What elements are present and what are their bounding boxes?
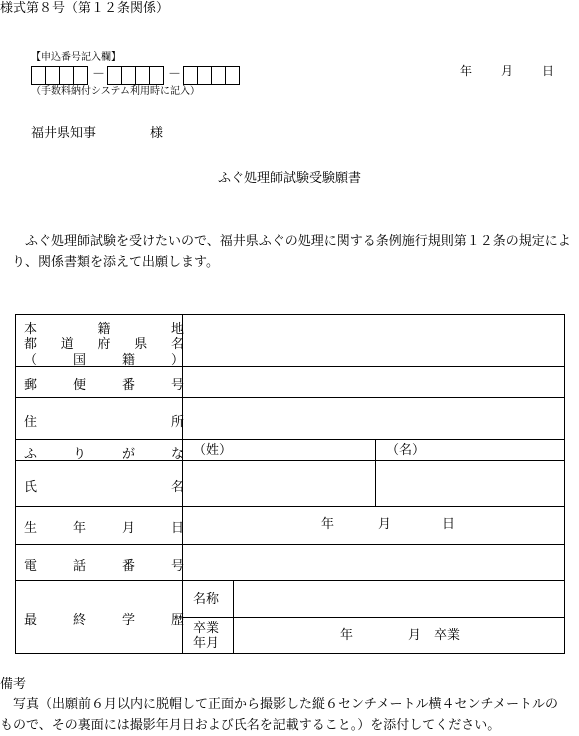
postal-code-field[interactable] bbox=[186, 369, 561, 395]
digit-box[interactable] bbox=[45, 66, 60, 85]
row-divider bbox=[16, 580, 564, 581]
graduation-suffix: 卒業 bbox=[434, 628, 461, 643]
label-furigana: ふ り が な bbox=[24, 447, 184, 462]
remarks-text: 写真（出願前６月以内に脱帽して正面から撮影した縦６センチメートル横４センチメートルのもので、その裏面には撮影年月日および氏名を記載すること。）を添付してください。 bbox=[0, 697, 558, 733]
form-number: 様式第８号（第１２条関係） bbox=[0, 1, 170, 16]
digit-box[interactable] bbox=[149, 66, 164, 85]
label-education: 最 終 学 歴 bbox=[24, 613, 184, 628]
digit-box[interactable] bbox=[107, 66, 122, 85]
graduation-month-unit: 月 bbox=[408, 628, 422, 643]
addressee-name: 福井県知事 bbox=[31, 126, 97, 141]
school-name-field[interactable] bbox=[238, 583, 561, 615]
digit-box[interactable] bbox=[183, 66, 198, 85]
digit-box[interactable] bbox=[59, 66, 74, 85]
remarks-heading: 備考 bbox=[0, 677, 27, 692]
address-field[interactable] bbox=[186, 400, 561, 437]
digit-box[interactable] bbox=[225, 66, 240, 85]
digit-box[interactable] bbox=[197, 66, 212, 85]
application-number-group-2[interactable] bbox=[107, 66, 163, 85]
label-birth-date: 生 年 月 日 bbox=[24, 521, 184, 536]
digit-box[interactable] bbox=[121, 66, 136, 85]
graduation-year-unit: 年 bbox=[340, 628, 354, 643]
number-separator: － bbox=[168, 67, 182, 82]
digit-box[interactable] bbox=[73, 66, 88, 85]
digit-box[interactable] bbox=[31, 66, 46, 85]
row-divider bbox=[16, 544, 564, 545]
honseki-field[interactable] bbox=[186, 318, 561, 363]
label-honseki-1: 本 籍 地 bbox=[24, 322, 184, 337]
application-number-note: （手数料納付システム利用時に記入） bbox=[31, 86, 200, 97]
label-name: 氏 名 bbox=[24, 480, 184, 495]
furigana-sei-label: （姓） bbox=[193, 443, 233, 458]
column-divider bbox=[375, 439, 376, 506]
application-number-group-3[interactable] bbox=[183, 66, 239, 85]
date-month: 月 bbox=[501, 64, 514, 78]
addressee-honorific: 様 bbox=[150, 126, 164, 141]
application-form-table bbox=[15, 314, 565, 654]
row-divider bbox=[16, 439, 564, 440]
label-postal-code: 郵 便 番 号 bbox=[24, 378, 184, 393]
row-divider bbox=[16, 397, 564, 398]
given-name-field[interactable] bbox=[379, 463, 561, 503]
number-separator: － bbox=[92, 67, 106, 82]
application-number-group-1[interactable] bbox=[31, 66, 87, 85]
surname-field[interactable] bbox=[186, 463, 372, 503]
label-honseki-3: （ 国 籍 ） bbox=[24, 353, 184, 368]
application-body-text: ふぐ処理師試験を受けたいので、福井県ふぐの処理に関する条例施行規則第１２条の規定により、関係書類を添えて出願します。 bbox=[12, 234, 571, 270]
digit-box[interactable] bbox=[135, 66, 150, 85]
row-divider bbox=[183, 617, 564, 618]
label-honseki-2: 都 道 府 県 名 bbox=[24, 337, 184, 352]
document-title: ふぐ処理師試験受験願書 bbox=[218, 171, 362, 186]
birth-year-unit: 年 bbox=[321, 517, 335, 532]
phone-field[interactable] bbox=[186, 547, 561, 578]
graduation-label-2: 年月 bbox=[193, 636, 220, 651]
digit-box[interactable] bbox=[211, 66, 226, 85]
date-day: 日 bbox=[542, 64, 555, 78]
graduation-label-1: 卒業 bbox=[193, 621, 220, 636]
row-divider bbox=[16, 506, 564, 507]
column-divider bbox=[233, 580, 234, 653]
application-number-label: 【申込番号記入欄】 bbox=[31, 52, 121, 63]
label-address: 住 所 bbox=[24, 415, 184, 430]
date-year: 年 bbox=[460, 64, 473, 78]
label-phone: 電 話 番 号 bbox=[24, 559, 184, 574]
birth-month-unit: 月 bbox=[378, 517, 392, 532]
birth-day-unit: 日 bbox=[442, 517, 456, 532]
school-name-label: 名称 bbox=[193, 592, 220, 607]
furigana-mei-label: （名） bbox=[386, 443, 426, 458]
